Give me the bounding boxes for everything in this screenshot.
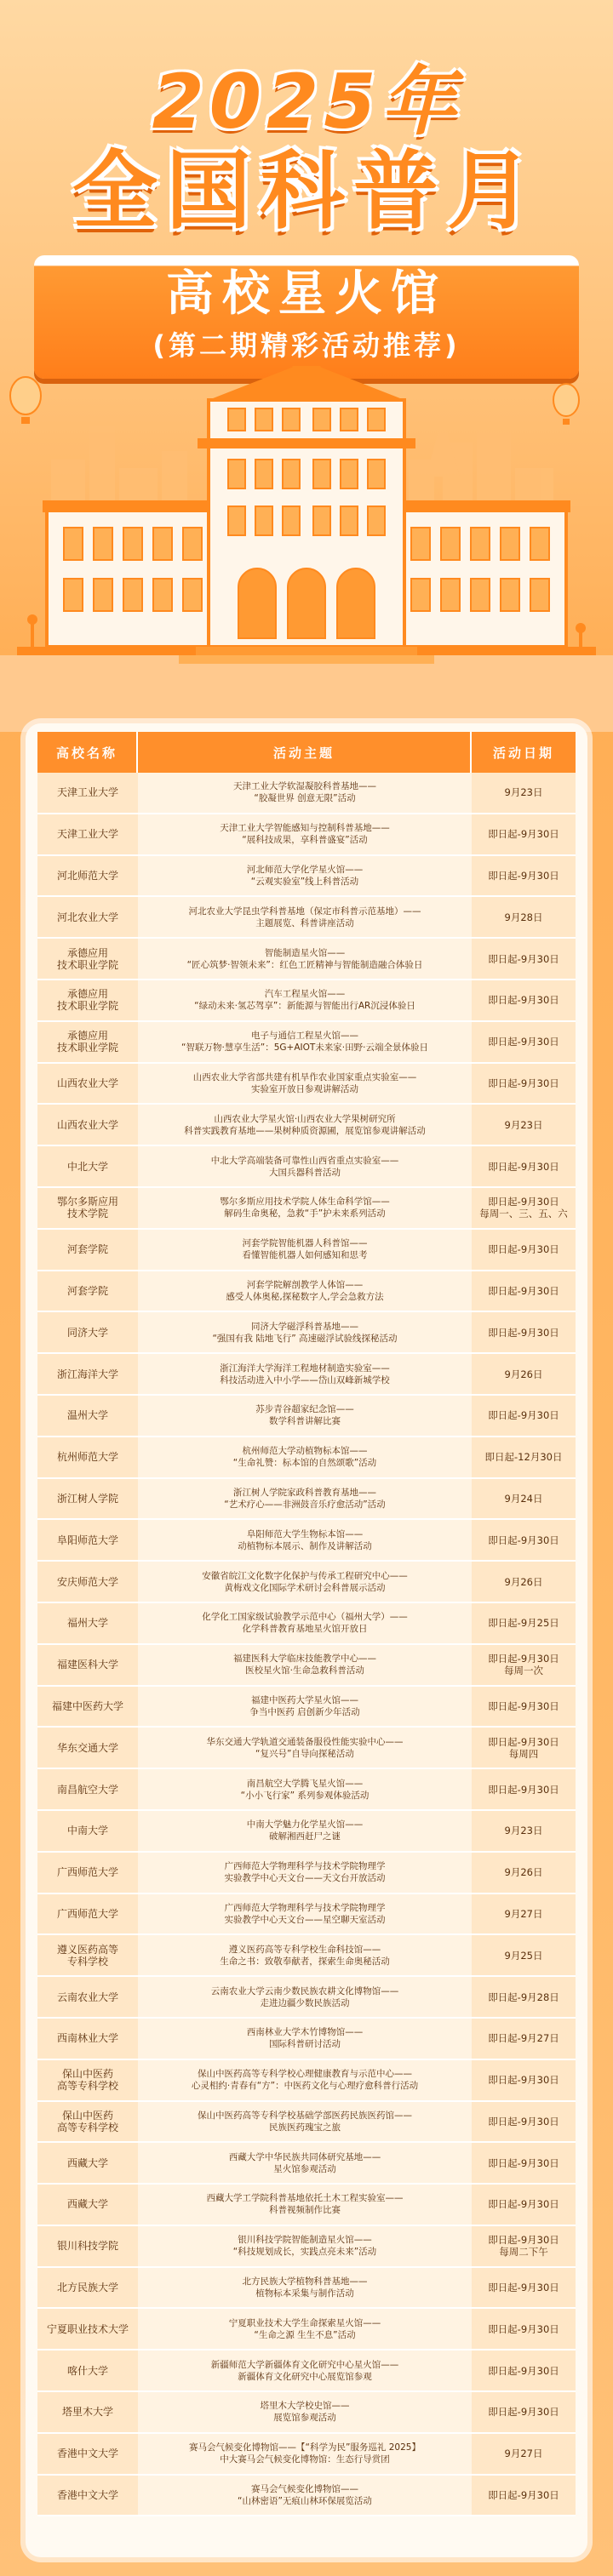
date-cell: 9月26日 (472, 1354, 576, 1396)
theme-cell: 南昌航空大学腾飞星火馆—— “小小飞行家” 系列参观体验活动 (138, 1769, 472, 1811)
school-cell: 安庆师范大学 (37, 1562, 138, 1603)
theme-cell: 遵义医药高等专科学校生命科技馆—— 生命之书：致敬奉献者，探索生命奥秘活动 (138, 1935, 472, 1977)
table-row (37, 1022, 576, 1064)
school-cell: 河套学院 (37, 1230, 138, 1271)
table-row (37, 2309, 576, 2350)
date-cell: 即日起-9月30日 每周一、三、五、六 (472, 1188, 576, 1230)
school-cell: 承德应用 技术职业学院 (37, 1022, 138, 1064)
title-banner (34, 255, 579, 379)
theme-cell: 河北农业大学昆虫学科普基地（保定市科普示范基地）—— 主题展览、科普讲座活动 (138, 897, 472, 939)
table-row (37, 2434, 576, 2476)
table-row (37, 1811, 576, 1853)
date-cell: 9月27日 (472, 2434, 576, 2476)
theme-cell: 河北师范大学化学星火馆—— “云观实验室”线上科普活动 (138, 856, 472, 898)
date-cell: 即日起-9月30日 (472, 2392, 576, 2434)
theme-cell: 中北大学高端装备可靠性山西省重点实验室—— 大国兵器科普活动 (138, 1146, 472, 1188)
date-cell: 即日起-9月25日 (472, 1603, 576, 1645)
school-cell: 阜阳师范大学 (37, 1520, 138, 1562)
school-cell: 福州大学 (37, 1603, 138, 1645)
table-row (37, 1603, 576, 1645)
table-row (37, 1728, 576, 1769)
theme-cell: 化学化工国家级试验教学示范中心（福州大学）—— 化学科普教育基地星火馆开放日 (138, 1603, 472, 1645)
theme-cell: 同济大学磁浮科普基地—— “强国有我 陆地飞行” 高速磁浮试验线探秘活动 (138, 1312, 472, 1354)
date-cell: 即日起-9月30日 (472, 1769, 576, 1811)
theme-cell: 宁夏职业技术大学生命探索星火馆—— “生命之源 生生不息”活动 (138, 2309, 472, 2350)
table-row (37, 1354, 576, 1396)
campus-building-illustration (0, 366, 613, 732)
date-cell: 9月25日 (472, 1935, 576, 1977)
date-cell: 即日起-12月30日 (472, 1437, 576, 1479)
theme-cell: 安徽省皖江文化数字化保护与传承工程研究中心—— 黄梅戏文化国际学术研讨会科普展示活动 (138, 1562, 472, 1603)
school-cell: 温州大学 (37, 1396, 138, 1437)
table-row (37, 2060, 576, 2102)
date-cell: 即日起-9月30日 (472, 2143, 576, 2185)
school-cell: 银川科技学院 (37, 2226, 138, 2268)
school-cell: 广西师范大学 (37, 1894, 138, 1936)
table-row (37, 814, 576, 856)
table-row (37, 1562, 576, 1603)
theme-cell: 西藏大学中华民族共同体研究基地—— 星火馆参观活动 (138, 2143, 472, 2185)
theme-cell: 新疆师范大学新疆体育文化研究中心星火馆—— 新疆体育文化研究中心展览馆参观 (138, 2350, 472, 2392)
banner-title: 高校星火馆 (166, 266, 447, 322)
header-date: 活动日期 (472, 732, 576, 773)
table-row (37, 2185, 576, 2226)
theme-cell: 广西师范大学物理科学与技术学院物理学 实验教学中心天文台——天文台开放活动 (138, 1853, 472, 1894)
theme-cell: 广西师范大学物理科学与技术学院物理学 实验教学中心天文台——星空聊天室活动 (138, 1894, 472, 1936)
table-row (37, 1645, 576, 1687)
table-row (37, 939, 576, 980)
theme-cell: 福建医科大学临床技能教学中心—— 医校星火馆·生命急救科普活动 (138, 1645, 472, 1687)
table-row (37, 1437, 576, 1479)
date-cell: 即日起-9月30日 每周一次 (472, 1645, 576, 1687)
date-cell: 9月26日 (472, 1562, 576, 1603)
school-cell: 河北农业大学 (37, 897, 138, 939)
table-row (37, 1977, 576, 2019)
building-central-tower (198, 366, 415, 647)
theme-cell: 银川科技学院智能制造星火馆—— “科技规划成长，实践点亮未来”活动 (138, 2226, 472, 2268)
school-cell: 承德应用 技术职业学院 (37, 980, 138, 1022)
theme-cell: 赛马会气候变化博物馆——【“科学为民”服务巡礼 2025】 中大赛马会气候变化博物馆：生态行导赏团 (138, 2434, 472, 2476)
date-cell: 即日起-9月30日 (472, 2309, 576, 2350)
table-row (37, 2268, 576, 2310)
school-cell: 中南大学 (37, 1811, 138, 1853)
date-cell: 即日起-9月30日 (472, 2060, 576, 2102)
theme-cell: 山西农业大学星火馆·山西农业大学果树研究所 科普实践教育基地——果树种质资源圃，展览馆参观讲解活动 (138, 1105, 472, 1146)
table-row (37, 980, 576, 1022)
theme-cell: 电子与通信工程星火馆—— “智联万物·慧享生活”：5G+AIOT未来家·田野·云端全景体验日 (138, 1022, 472, 1064)
date-cell: 即日起-9月30日 (472, 1520, 576, 1562)
table-row (37, 2143, 576, 2185)
building-stairs (179, 647, 434, 664)
date-cell: 即日起-9月30日 (472, 2185, 576, 2226)
school-cell: 河套学院 (37, 1271, 138, 1313)
date-cell: 即日起-9月30日 (472, 1687, 576, 1728)
school-cell: 西藏大学 (37, 2185, 138, 2226)
table-row (37, 2350, 576, 2392)
school-cell: 广西师范大学 (37, 1853, 138, 1894)
date-cell: 即日起-9月27日 (472, 2019, 576, 2060)
date-cell: 9月23日 (472, 773, 576, 814)
building-left-wing (43, 500, 221, 647)
date-cell: 即日起-9月30日 (472, 1271, 576, 1313)
banner-subtitle: (第二期精彩活动推荐) (152, 329, 461, 362)
theme-cell: 保山中医药高等专科学校基础学部医药民族医药馆—— 民族医药瑰宝之旅 (138, 2102, 472, 2144)
date-cell: 即日起-9月30日 (472, 1022, 576, 1064)
school-cell: 南昌航空大学 (37, 1769, 138, 1811)
theme-cell: 北方民族大学植物科普基地—— 植物标本采集与制作活动 (138, 2268, 472, 2310)
date-cell: 即日起-9月30日 每周四 (472, 1728, 576, 1769)
header-theme: 活动主题 (138, 732, 472, 773)
theme-cell: 中南大学魅力化学星火馆—— 破解湘西赶尸之谜 (138, 1811, 472, 1853)
table-row (37, 1146, 576, 1188)
school-cell: 天津工业大学 (37, 814, 138, 856)
table-row (37, 1769, 576, 1811)
table-row (37, 2476, 576, 2517)
school-cell: 中北大学 (37, 1146, 138, 1188)
theme-cell: 福建中医药大学星火馆—— 争当中医药 启创新少年活动 (138, 1687, 472, 1728)
theme-cell: 塔里木大学校史馆—— 展览馆参观活动 (138, 2392, 472, 2434)
school-cell: 云南农业大学 (37, 1977, 138, 2019)
theme-cell: 西藏大学工学院科普基地依托土木工程实验室—— 科普视频制作比赛 (138, 2185, 472, 2226)
theme-cell: 天津工业大学智能感知与控制科普基地—— “展科技成果，享科普盛宴”活动 (138, 814, 472, 856)
date-cell: 即日起-9月30日 (472, 939, 576, 980)
date-cell: 9月26日 (472, 1853, 576, 1894)
school-cell: 遵义医药高等 专科学校 (37, 1935, 138, 1977)
date-cell: 9月27日 (472, 1894, 576, 1936)
school-cell: 山西农业大学 (37, 1064, 138, 1105)
date-cell: 即日起-9月30日 (472, 1146, 576, 1188)
hot-air-balloon-right-icon (553, 384, 579, 425)
table-row (37, 2019, 576, 2060)
year-title: 2025年 (152, 58, 461, 146)
date-cell: 即日起-9月30日 (472, 1230, 576, 1271)
theme-cell: 赛马会气候变化博物馆—— “山林密语”无痕山林环保展览活动 (138, 2476, 472, 2517)
theme-cell: 华东交通大学轨道交通装备服役性能实验中心—— “复兴号”自导向探秘活动 (138, 1728, 472, 1769)
school-cell: 鄂尔多斯应用 技术学院 (37, 1188, 138, 1230)
school-cell: 杭州师范大学 (37, 1437, 138, 1479)
theme-cell: 河套学院智能机器人科普馆—— 看懂智能机器人如何感知和思考 (138, 1230, 472, 1271)
date-cell: 即日起-9月30日 (472, 2350, 576, 2392)
date-cell: 即日起-9月30日 (472, 980, 576, 1022)
table-row (37, 2226, 576, 2268)
date-cell: 即日起-9月28日 (472, 1977, 576, 2019)
school-cell: 喀什大学 (37, 2350, 138, 2392)
school-cell: 浙江树人学院 (37, 1479, 138, 1521)
date-cell: 即日起-9月30日 (472, 1064, 576, 1105)
table-row (37, 1188, 576, 1230)
hot-air-balloon-left-icon (10, 377, 41, 424)
school-cell: 山西农业大学 (37, 1105, 138, 1146)
school-cell: 塔里木大学 (37, 2392, 138, 2434)
date-cell: 即日起-9月30日 (472, 2476, 576, 2517)
table-row (37, 1687, 576, 1728)
theme-cell: 西南林业大学木竹博物馆—— 国际科普研讨活动 (138, 2019, 472, 2060)
table-row (37, 1853, 576, 1894)
date-cell: 即日起-9月30日 (472, 2102, 576, 2144)
date-cell: 即日起-9月30日 (472, 1312, 576, 1354)
header-school: 高校名称 (37, 732, 138, 773)
table-header-row (37, 732, 576, 773)
building-right-wing (392, 500, 570, 647)
school-cell: 香港中文大学 (37, 2476, 138, 2517)
table-row (37, 897, 576, 939)
table-row (37, 1935, 576, 1977)
school-cell: 西藏大学 (37, 2143, 138, 2185)
table-row (37, 2392, 576, 2434)
theme-cell: 智能制造星火馆—— “匠心筑梦·智领未来”：红色工匠精神与智能制造融合体验日 (138, 939, 472, 980)
date-cell: 9月28日 (472, 897, 576, 939)
table-row (37, 1064, 576, 1105)
table-row (37, 1479, 576, 1521)
theme-cell: 汽车工程星火馆—— “绿动未来·氢芯驾享”：新能源与智能出行AR沉浸体验日 (138, 980, 472, 1022)
table-row (37, 856, 576, 898)
school-cell: 同济大学 (37, 1312, 138, 1354)
school-cell: 承德应用 技术职业学院 (37, 939, 138, 980)
table-row (37, 1312, 576, 1354)
school-cell: 浙江海洋大学 (37, 1354, 138, 1396)
theme-cell: 河套学院解剖教学人体馆—— 感受人体奥秘,探秘数字人,学会急救方法 (138, 1271, 472, 1313)
theme-cell: 山西农业大学省部共建有机旱作农业国家重点实验室—— 实验室开放日参观讲解活动 (138, 1064, 472, 1105)
theme-cell: 浙江海洋大学海洋工程地材制造实验室—— 科技活动进入中小学——岱山双峰新城学校 (138, 1354, 472, 1396)
date-cell: 即日起-9月30日 (472, 814, 576, 856)
theme-cell: 浙江树人学院家政科普教育基地—— “艺术疗心——非洲鼓音乐疗愈活动”活动 (138, 1479, 472, 1521)
date-cell: 即日起-9月30日 (472, 2268, 576, 2310)
date-cell: 即日起-9月30日 (472, 856, 576, 898)
date-cell: 9月23日 (472, 1105, 576, 1146)
theme-cell: 鄂尔多斯应用技术学院人体生命科学馆—— 解码生命奥秘，急救“手”护未来系列活动 (138, 1188, 472, 1230)
school-cell: 香港中文大学 (37, 2434, 138, 2476)
school-cell: 华东交通大学 (37, 1728, 138, 1769)
school-cell: 天津工业大学 (37, 773, 138, 814)
school-cell: 福建医科大学 (37, 1645, 138, 1687)
table-row (37, 1230, 576, 1271)
table-row (37, 1396, 576, 1437)
school-cell: 北方民族大学 (37, 2268, 138, 2310)
table-row (37, 1271, 576, 1313)
table-row (37, 2102, 576, 2144)
school-cell: 宁夏职业技术大学 (37, 2309, 138, 2350)
school-cell: 河北师范大学 (37, 856, 138, 898)
school-cell: 保山中医药 高等专科学校 (37, 2102, 138, 2144)
theme-cell: 云南农业大学云南少数民族农耕文化博物馆—— 走进边疆少数民族活动 (138, 1977, 472, 2019)
school-cell: 西南林业大学 (37, 2019, 138, 2060)
table-row (37, 773, 576, 814)
date-cell: 9月23日 (472, 1811, 576, 1853)
school-cell: 保山中医药 高等专科学校 (37, 2060, 138, 2102)
theme-cell: 阜阳师范大学生物标本馆—— 动植物标本展示、制作及讲解活动 (138, 1520, 472, 1562)
table-row (37, 1105, 576, 1146)
theme-cell: 杭州师范大学动植物标本馆—— “生命礼赞：标本馆的自然颂歌”活动 (138, 1437, 472, 1479)
date-cell: 即日起-9月30日 (472, 1396, 576, 1437)
date-cell: 即日起-9月30日 每周二下午 (472, 2226, 576, 2268)
table-row (37, 1520, 576, 1562)
table-row (37, 1894, 576, 1936)
theme-cell: 天津工业大学软湿凝胶科普基地—— “胶凝世界 创意无限”活动 (138, 773, 472, 814)
school-cell: 福建中医药大学 (37, 1687, 138, 1728)
date-cell: 9月24日 (472, 1479, 576, 1521)
activity-table (37, 732, 576, 2516)
theme-cell: 保山中医药高等专科学校心理健康教育与示范中心—— 心灵相约·青春有“方”：中医药文化与心理疗愈科普行活动 (138, 2060, 472, 2102)
main-title: 全国科普月 (72, 141, 541, 241)
theme-cell: 苏步青谷超家纪念馆—— 数学科普讲解比赛 (138, 1396, 472, 1437)
